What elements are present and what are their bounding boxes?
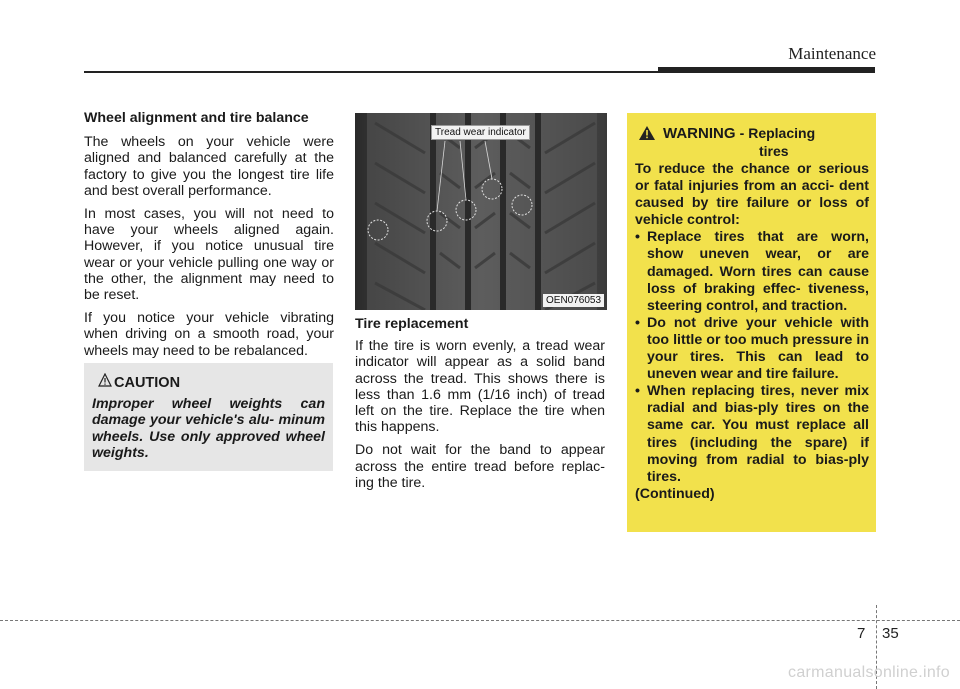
wheel-alignment-heading: Wheel alignment and tire balance xyxy=(84,110,309,126)
paragraph: If you notice your vehicle vibrating when driving on a smooth road, your wheels may need to be rebalanced. xyxy=(84,310,334,359)
section-title: Maintenance xyxy=(788,44,876,63)
paragraph: Do not wait for the band to appear across the entire tread before replac- ing the tire. xyxy=(355,442,605,491)
list-item: • Replace tires that are worn, show uneven wear, or are damaged. Worn tires can cause loss of braking effec- tiveness, steering control, and traction. xyxy=(635,229,869,314)
list-item: • Do not drive your vehicle with too little or too much pressure in your tires. This can lead to uneven wear and tire failure. xyxy=(635,315,869,383)
header-rule-accent xyxy=(658,67,875,72)
left-column xyxy=(84,110,334,366)
list-item: • When replacing tires, never mix radial and bias-ply tires on the same car. You must replace all tires (including the spare) if moving from radial to bias-ply tires. xyxy=(635,383,869,486)
image-code: OEN076053 xyxy=(543,294,604,307)
warning-body xyxy=(635,161,869,503)
warning-label: WARNING xyxy=(663,125,736,142)
tire-tread-image xyxy=(355,113,607,310)
paragraph: The wheels on your vehicle were aligned and balanced carefully at the factory to give you the longest tire life and best overall performance. xyxy=(84,134,334,199)
tire-tread-illustration xyxy=(355,113,607,310)
warning-list xyxy=(635,229,869,485)
warning-intro: To reduce the chance or serious or fatal injuries from an acci- dent caused by tire failure or loss of vehicle control: xyxy=(635,161,869,229)
footer-rule xyxy=(0,620,960,621)
warning-subtitle: - Replacing xyxy=(739,125,816,141)
warning-title xyxy=(663,125,815,142)
tread-wear-indicator-label: Tread wear indicator xyxy=(431,125,530,140)
middle-column xyxy=(355,316,605,498)
warning-box xyxy=(627,113,876,532)
caution-text: Improper wheel weights can damage your vehicle's alu- minum wheels. Use only approved wheel weights. xyxy=(92,396,325,462)
paragraph: If the tire is worn evenly, a tread wear indicator will appear as a solid band across the tread. This shows there is less than 1.6 mm (1/16 inch) of tread left on the tire. Replace the tire when this happens. xyxy=(355,338,605,436)
chapter-number: 7 xyxy=(857,625,866,642)
watermark: carmanualsonline.info xyxy=(788,664,950,681)
caution-triangle-icon xyxy=(98,373,112,387)
page-number: 35 xyxy=(882,625,899,642)
warning-triangle-icon xyxy=(638,125,656,141)
tire-replacement-heading: Tire replacement xyxy=(355,316,469,332)
caution-box xyxy=(84,363,333,471)
continued-note: (Continued) xyxy=(635,485,715,502)
paragraph: In most cases, you will not need to have your wheels aligned again. However, if you notice unusual tire wear or your vehicle pulling one way or the other, the alignment may need to be reset. xyxy=(84,206,334,304)
warning-subtitle-line2: tires xyxy=(759,143,789,159)
caution-title: CAUTION xyxy=(114,375,181,391)
